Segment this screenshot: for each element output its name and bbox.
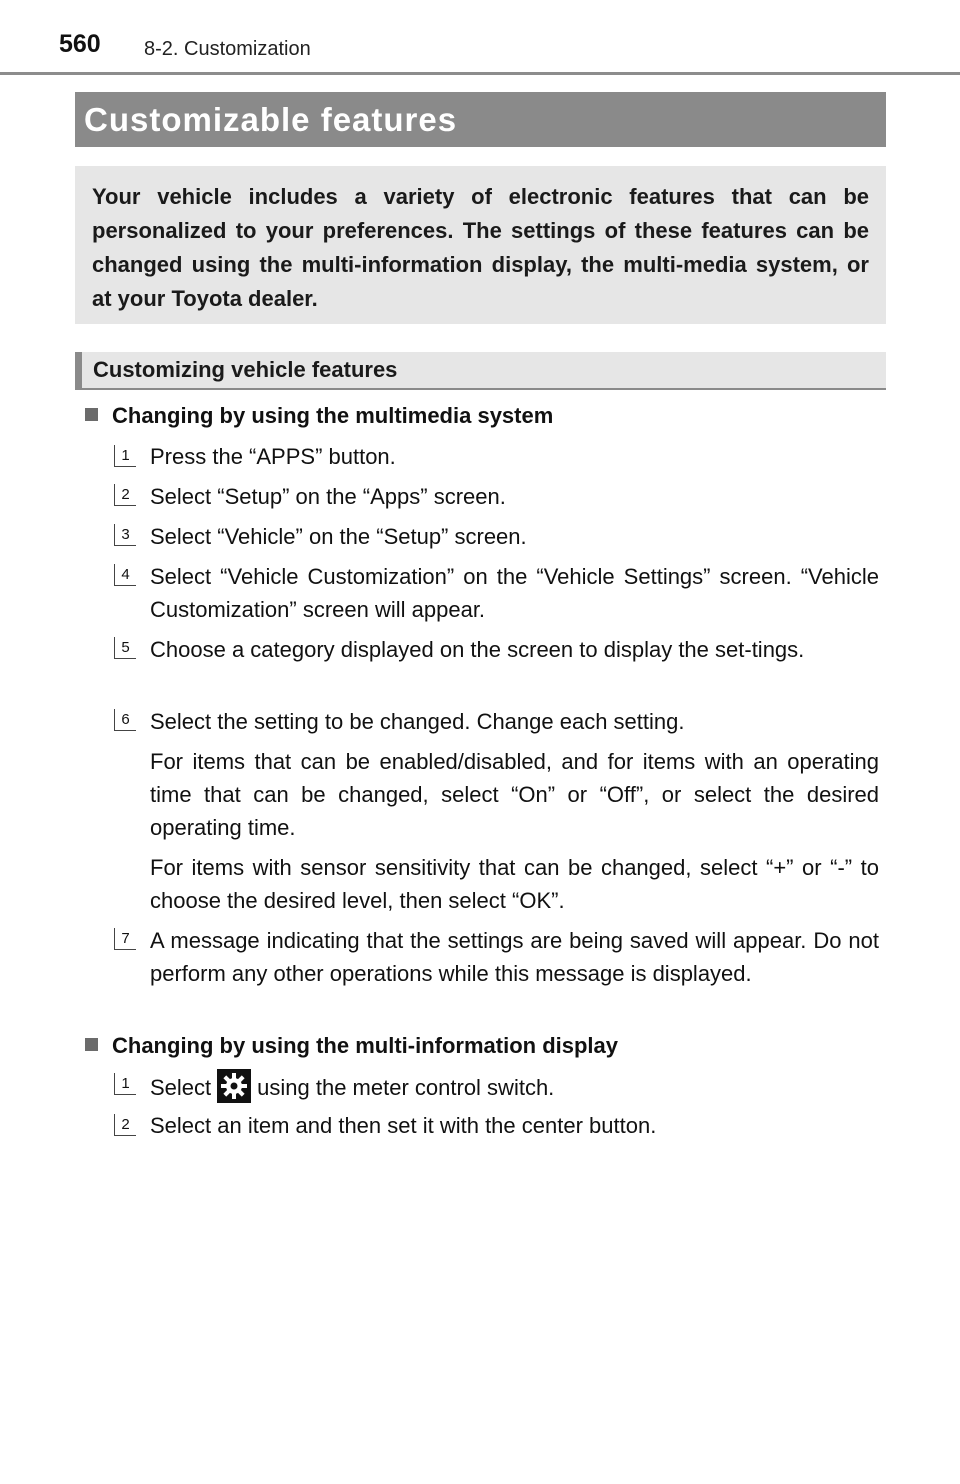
mid-step-1-before: Select <box>150 1075 212 1100</box>
step-number-1: 1 <box>114 445 136 467</box>
gear-icon <box>217 1069 251 1103</box>
mid-step-number-2: 2 <box>114 1114 136 1136</box>
section-title: 8-2. Customization <box>144 38 311 60</box>
note-sensor-sensitivity: For items with sensor sensitivity that can be changed, select “+” or “-” to choose the desired level, then select “OK”. <box>150 855 879 913</box>
section-heading: Customizing vehicle features <box>75 352 886 390</box>
step-5-text: Choose a category displayed on the screen to display the set-tings. <box>150 637 805 662</box>
mid-step-number-1: 1 <box>114 1073 136 1095</box>
page-number: 560 <box>59 30 101 58</box>
mid-step-2-text: Select an item and then set it with the center button. <box>150 1113 657 1138</box>
step-number-7: 7 <box>114 928 136 950</box>
step-number-2: 2 <box>114 484 136 506</box>
step-number-5: 5 <box>114 637 136 659</box>
intro-box: Your vehicle includes a variety of electronic features that can be personalized to your preferences. The settings of these features can be changed using the multi-information display, the multi-media system, or at your Toyota dealer. <box>75 166 886 324</box>
step-1-text: Press the “APPS” button. <box>150 444 396 469</box>
step-number-6: 6 <box>114 709 136 731</box>
step-6-text: Select the setting to be changed. Change each setting. <box>150 709 685 734</box>
step-3-text: Select “Vehicle” on the “Setup” screen. <box>150 524 527 549</box>
bullet-square-icon <box>85 408 98 421</box>
mid-step-1-after: using the meter control switch. <box>257 1075 555 1100</box>
step-4-text: Select “Vehicle Customization” on the “Vehicle Settings” screen. “Vehicle Customization” screen will appear. <box>150 564 879 622</box>
header-rule <box>0 72 960 75</box>
page-title: Customizable features <box>75 92 886 147</box>
step-7-text: A message indicating that the settings are being saved will appear. Do not perform any other operations while this message is displayed. <box>150 928 879 986</box>
step-2-text: Select “Setup” on the “Apps” screen. <box>150 484 506 509</box>
step-number-4: 4 <box>114 564 136 586</box>
subheading-mid-label: Changing by using the multi-information display <box>112 1033 618 1058</box>
note-enable-disable: For items that can be enabled/disabled, and for items with an operating time that can be changed, select “On” or “Off”, or select the desired operating time. <box>150 749 879 840</box>
step-number-3: 3 <box>114 524 136 546</box>
mid-step-1-text <box>150 1069 879 1104</box>
subheading-multimedia-label: Changing by using the multimedia system <box>112 403 554 428</box>
bullet-square-icon <box>85 1038 98 1051</box>
subheading-mid <box>85 1033 618 1059</box>
subheading-multimedia <box>85 403 553 429</box>
